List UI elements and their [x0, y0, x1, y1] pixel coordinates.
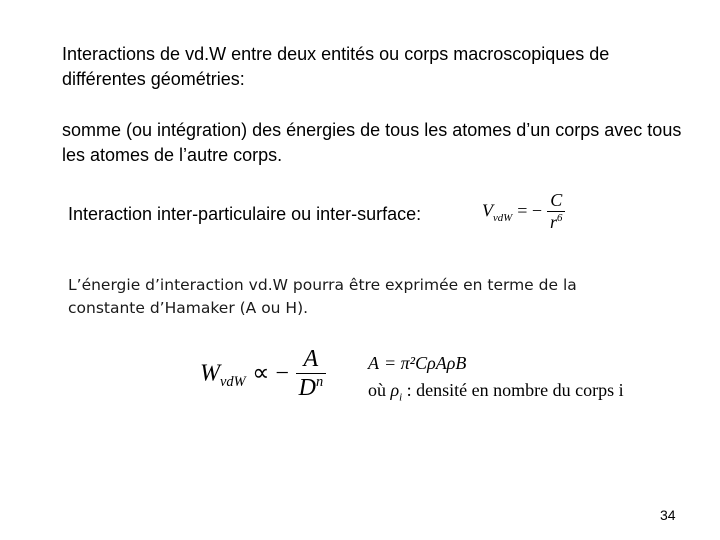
formula-vdw-potential	[482, 190, 565, 233]
intro-paragraph: Interactions de vd.W entre deux entités ou corps macroscopiques de différentes géométries:	[62, 44, 610, 89]
interaction-label: Interaction inter-particulaire ou inter-surface:	[68, 204, 422, 224]
formula2-lhs: W	[200, 360, 220, 387]
formula1-den-exponent: 6	[557, 212, 563, 224]
formula-energy-proportionality	[200, 346, 326, 402]
note-symbol-sub: i	[399, 391, 403, 404]
formula-hamaker-constant	[368, 353, 466, 374]
formula3-rhs: = π²CρAρB	[384, 353, 467, 373]
formula1-numerator: C	[550, 190, 563, 210]
formula1-lhs-sub: vdW	[493, 211, 513, 224]
formula3-lhs: A	[368, 353, 379, 373]
formula2-relation: ∝ −	[252, 360, 289, 387]
formula2-lhs-sub: vdW	[220, 374, 246, 391]
formula2-numerator: A	[303, 346, 319, 372]
formula2-denominator: D	[298, 375, 316, 401]
formula1-eq: = −	[517, 200, 543, 221]
page-number: 34	[660, 507, 676, 523]
density-note	[368, 380, 624, 404]
hamaker-paragraph: L’énergie d’interaction vd.W pourra être exprimée en terme de la constante d’Hamaker (A ou H).	[68, 276, 577, 317]
note-prefix: où	[368, 380, 386, 400]
summation-paragraph: somme (ou intégration) des énergies de tous les atomes d’un corps avec tous les atomes de l’autre corps.	[62, 120, 682, 165]
note-text: : densité en nombre du corps i	[406, 380, 624, 400]
formula2-den-exponent: n	[315, 374, 324, 390]
note-symbol: ρ	[390, 380, 400, 400]
formula1-denominator: r	[550, 212, 558, 232]
formula1-lhs: V	[482, 200, 493, 221]
